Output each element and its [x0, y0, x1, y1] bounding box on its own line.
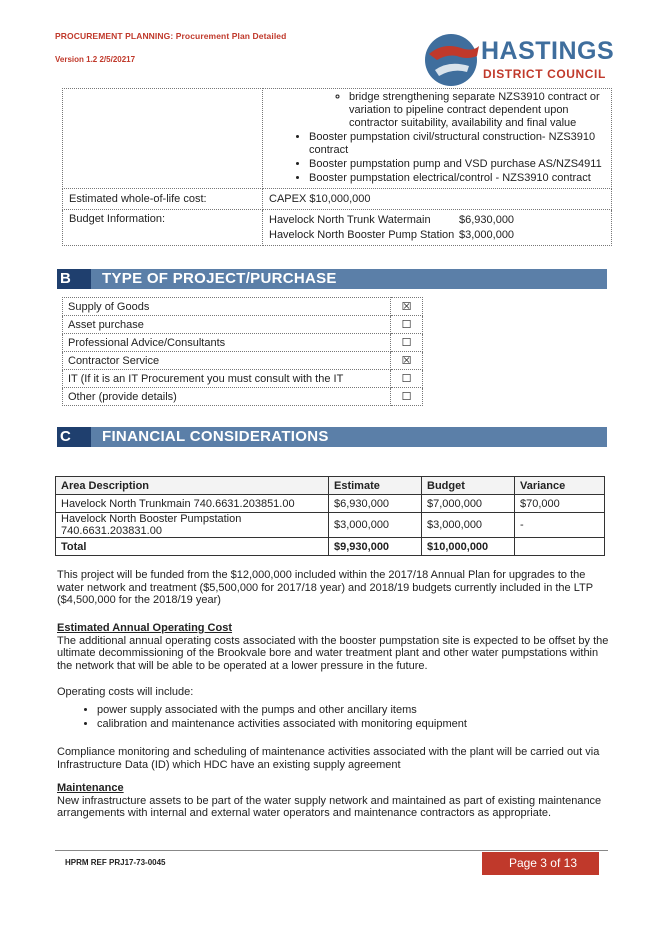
checkbox[interactable]: ☐	[391, 370, 423, 388]
page-number: Page 3 of 13	[482, 852, 599, 875]
operating-cost-block	[57, 622, 612, 672]
council-logo	[423, 30, 618, 90]
table-cell: $70,000	[515, 495, 605, 513]
column-header: Estimate	[329, 477, 422, 495]
maintenance-heading: Maintenance	[57, 782, 124, 794]
table-cell: -	[515, 513, 605, 538]
maintenance-block	[57, 782, 612, 820]
table-total-row	[56, 538, 605, 556]
table-cell: $3,000,000	[329, 513, 422, 538]
cost-value: CAPEX $10,000,000	[263, 189, 612, 210]
project-type-row	[63, 370, 423, 388]
table-cell: Havelock North Booster Pumpstation 740.6631.203831.00	[56, 513, 329, 538]
table-cell: $7,000,000	[422, 495, 515, 513]
table-row	[56, 495, 605, 513]
section-b-banner	[57, 269, 607, 289]
cost-label: Estimated whole-of-life cost:	[63, 189, 263, 210]
budget-line-amount: $6,930,000	[459, 214, 515, 226]
checkbox[interactable]: ☒	[391, 298, 423, 316]
section-c-banner	[57, 427, 607, 447]
checkbox[interactable]: ☒	[391, 352, 423, 370]
table-cell	[515, 538, 605, 556]
checkbox[interactable]: ☐	[391, 334, 423, 352]
contract-breakdown-cell	[263, 89, 612, 189]
section-title: FINANCIAL CONSIDERATIONS	[102, 428, 329, 445]
logo-wordmark: HASTINGS	[481, 37, 615, 65]
type-label: Asset purchase	[63, 316, 391, 334]
project-type-table	[62, 297, 423, 406]
project-type-row	[63, 316, 423, 334]
document-version: Version 1.2 2/5/20217	[55, 55, 136, 64]
financial-table	[55, 476, 605, 556]
type-label: Other (provide details)	[63, 388, 391, 406]
sub-bullet-item: ◦ bridge strengthening separate NZS3910 contract or variation to pipeline contract dependent upon contractor suitability, availability and final value	[349, 91, 605, 130]
table-cell: $10,000,000	[422, 538, 515, 556]
operating-cost-bullet: • power supply associated with the pumps and other ancillary items	[97, 703, 612, 717]
logo-subtitle: DISTRICT COUNCIL	[483, 67, 606, 81]
footer-divider	[55, 850, 608, 851]
checkbox[interactable]: ☐	[391, 388, 423, 406]
contract-bullet: • Booster pumpstation electrical/control - NZS3910 contract	[309, 172, 605, 185]
operating-cost-heading: Estimated Annual Operating Cost	[57, 622, 233, 634]
type-label: IT (If it is an IT Procurement you must consult with the IT	[63, 370, 391, 388]
section-letter: B	[57, 269, 91, 289]
funding-paragraph: This project will be funded from the $12,000,000 included within the 2017/18 Annual Plan for upgrades to the water network and treatment ($5,500,000 for 2017/18 year) and 2018/19 budgets currently included in the LTP ($4,500,000 for the 2018/19 year)	[57, 569, 593, 606]
contract-bullet: • Booster pumpstation civil/structural construction- NZS3910 contract	[309, 131, 605, 157]
type-label: Supply of Goods	[63, 298, 391, 316]
type-label: Contractor Service	[63, 352, 391, 370]
contract-bullet: • Booster pumpstation pump and VSD purchase AS/NZS4911	[309, 158, 605, 171]
footer-reference: HPRM REF PRJ17-73-0045	[65, 858, 166, 867]
project-type-row	[63, 298, 423, 316]
project-type-row	[63, 352, 423, 370]
project-details-table	[62, 88, 612, 246]
operating-cost-list-block	[57, 686, 612, 731]
operating-cost-intro: Operating costs will include:	[57, 686, 194, 698]
column-header: Budget	[422, 477, 515, 495]
table-header-row	[56, 477, 605, 495]
hawk-emblem-icon	[423, 30, 483, 90]
budget-label: Budget Information:	[63, 210, 263, 246]
maintenance-paragraph: New infrastructure assets to be part of the water supply network and maintained as part of existing maintenance arrangements with internal and external water operators and maintenance contractors as appropriate.	[57, 794, 602, 819]
type-label: Professional Advice/Consultants	[63, 334, 391, 352]
table-cell: Total	[56, 538, 329, 556]
table-cell: Havelock North Trunkmain 740.6631.203851.00	[56, 495, 329, 513]
project-type-row	[63, 334, 423, 352]
section-letter: C	[57, 427, 91, 447]
checkbox[interactable]: ☐	[391, 316, 423, 334]
budget-info-cell	[263, 210, 612, 246]
budget-line-name: Havelock North Trunk Watermain	[269, 214, 431, 226]
column-header: Variance	[515, 477, 605, 495]
budget-line-name: Havelock North Booster Pump Station	[269, 229, 455, 241]
compliance-paragraph: Compliance monitoring and scheduling of maintenance activities associated with the plant will be carried out via Infrastructure Data (ID) which HDC have an existing supply agreement	[57, 746, 600, 771]
project-type-row	[63, 388, 423, 406]
column-header: Area Description	[56, 477, 329, 495]
table-row	[56, 513, 605, 538]
document-title: PROCUREMENT PLANNING: Procurement Plan Detailed	[55, 31, 287, 41]
budget-line-amount: $3,000,000	[459, 229, 515, 241]
table-cell: $6,930,000	[329, 495, 422, 513]
operating-cost-paragraph: The additional annual operating costs associated with the booster pumpstation site is expected to be offset by the ultimate decommissioning of the Brookvale bore and water treatment plant and other water pumpstations within the network that will be able to be operated at a lower pressure in the future.	[57, 634, 609, 672]
operating-cost-bullet: • calibration and maintenance activities associated with monitoring equipment	[97, 717, 612, 731]
section-title: TYPE OF PROJECT/PURCHASE	[102, 270, 337, 287]
table-cell: $3,000,000	[422, 513, 515, 538]
table-cell: $9,930,000	[329, 538, 422, 556]
